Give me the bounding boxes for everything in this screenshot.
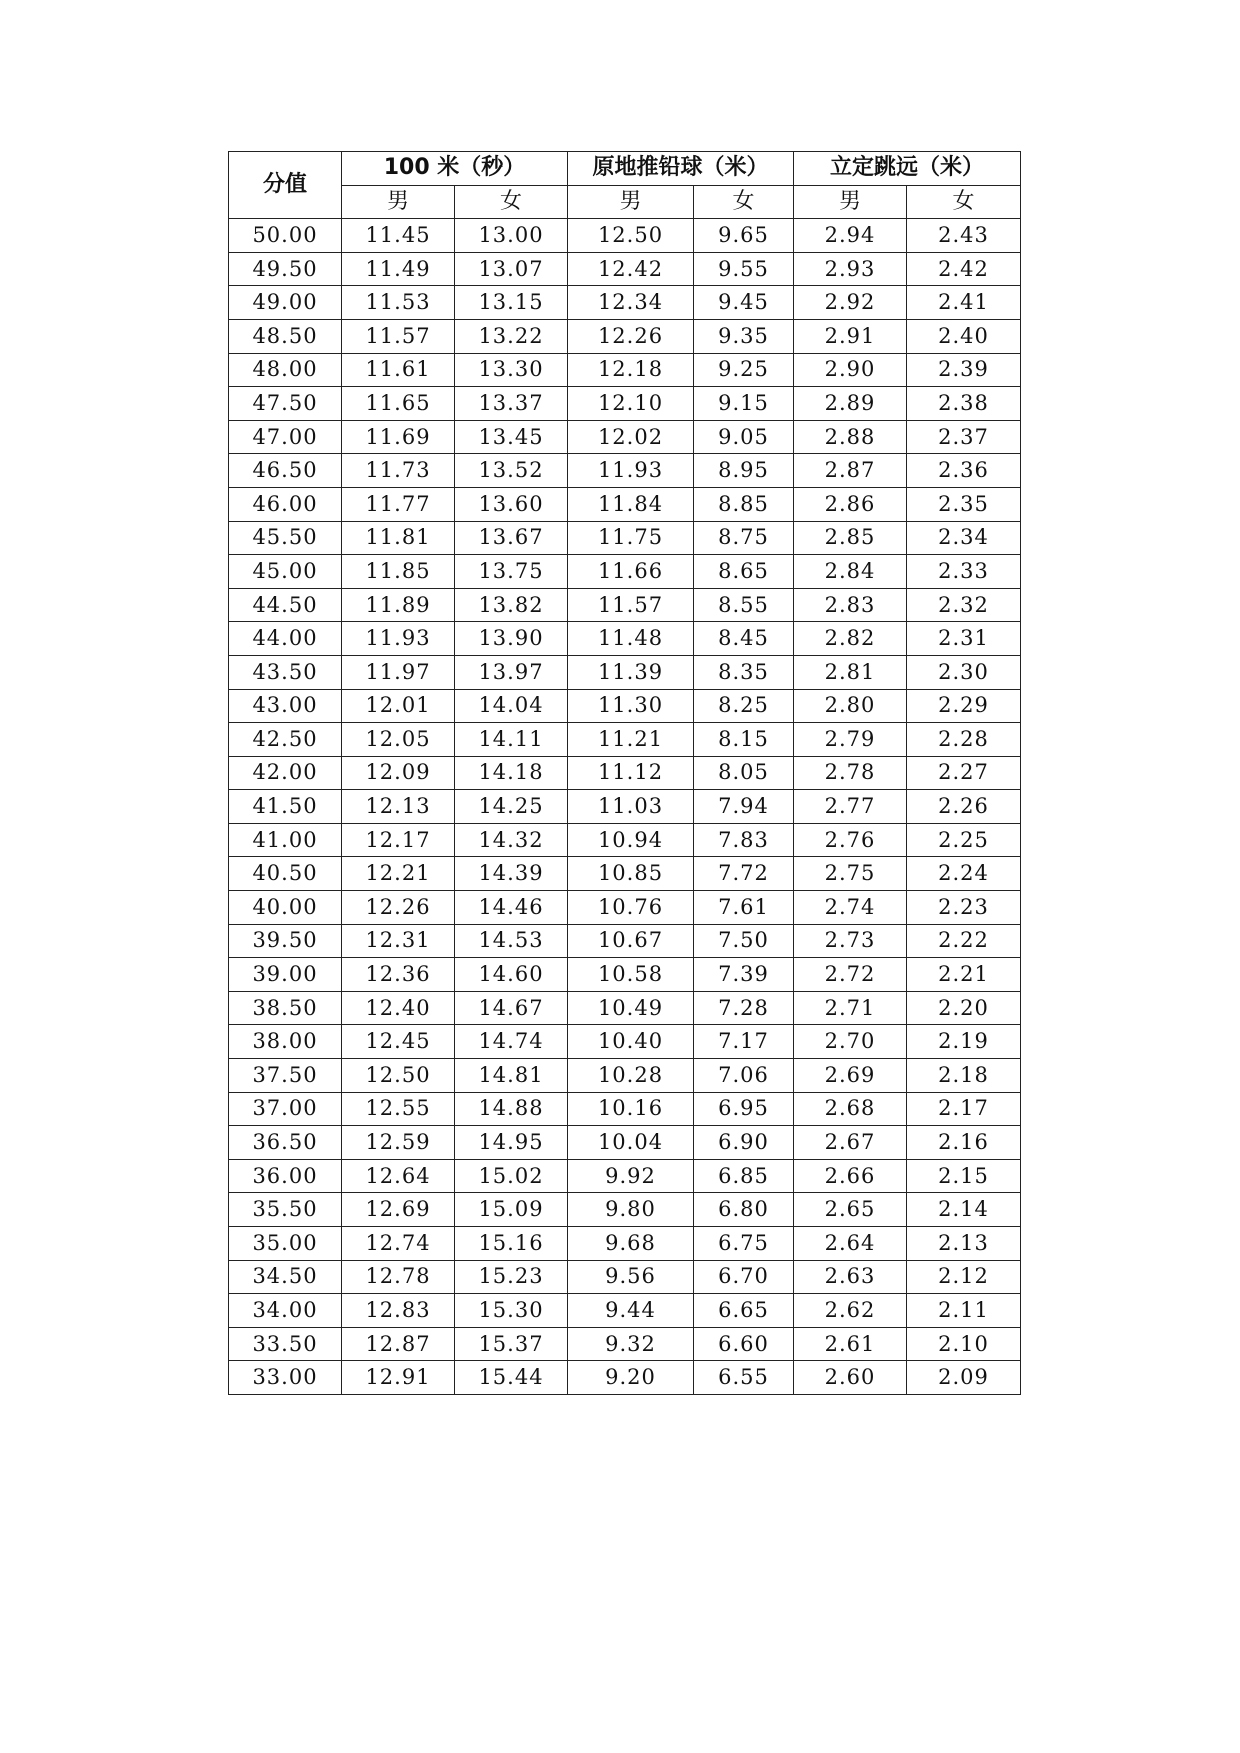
cell-100m-female: 15.02 (455, 1159, 568, 1193)
cell-long-jump-male: 2.87 (794, 454, 907, 488)
cell-score: 33.00 (229, 1361, 342, 1395)
cell-100m-female: 14.04 (455, 689, 568, 723)
cell-100m-male: 12.21 (342, 857, 455, 891)
cell-long-jump-female: 2.40 (907, 319, 1021, 353)
cell-long-jump-female: 2.41 (907, 286, 1021, 320)
cell-100m-male: 11.73 (342, 454, 455, 488)
cell-long-jump-male: 2.79 (794, 723, 907, 757)
cell-shot-put-male: 10.94 (568, 823, 694, 857)
table-row (229, 1361, 1021, 1395)
cell-100m-male: 12.13 (342, 790, 455, 824)
cell-shot-put-female: 8.75 (694, 521, 794, 555)
cell-long-jump-male: 2.63 (794, 1260, 907, 1294)
cell-100m-male: 12.55 (342, 1092, 455, 1126)
cell-long-jump-female: 2.20 (907, 991, 1021, 1025)
cell-long-jump-female: 2.43 (907, 219, 1021, 253)
cell-shot-put-female: 6.65 (694, 1294, 794, 1328)
table-row (229, 555, 1021, 589)
cell-100m-male: 11.53 (342, 286, 455, 320)
cell-shot-put-male: 11.84 (568, 487, 694, 521)
cell-100m-male: 12.74 (342, 1227, 455, 1261)
cell-100m-male: 11.77 (342, 487, 455, 521)
cell-100m-male: 12.50 (342, 1059, 455, 1093)
cell-long-jump-male: 2.66 (794, 1159, 907, 1193)
cell-shot-put-female: 8.65 (694, 555, 794, 589)
cell-long-jump-female: 2.14 (907, 1193, 1021, 1227)
cell-long-jump-male: 2.71 (794, 991, 907, 1025)
cell-long-jump-female: 2.36 (907, 454, 1021, 488)
cell-shot-put-male: 12.34 (568, 286, 694, 320)
cell-long-jump-male: 2.94 (794, 219, 907, 253)
cell-shot-put-female: 7.06 (694, 1059, 794, 1093)
cell-100m-female: 14.60 (455, 958, 568, 992)
cell-shot-put-male: 11.93 (568, 454, 694, 488)
cell-shot-put-female: 8.35 (694, 655, 794, 689)
group-header-100m: 100 米（秒） (342, 152, 568, 186)
cell-shot-put-female: 6.85 (694, 1159, 794, 1193)
cell-long-jump-female: 2.13 (907, 1227, 1021, 1261)
cell-100m-female: 15.16 (455, 1227, 568, 1261)
table-row (229, 1327, 1021, 1361)
table-body (229, 219, 1021, 1395)
cell-shot-put-male: 9.20 (568, 1361, 694, 1395)
table-row (229, 1092, 1021, 1126)
cell-score: 35.50 (229, 1193, 342, 1227)
cell-100m-male: 11.57 (342, 319, 455, 353)
cell-shot-put-male: 10.40 (568, 1025, 694, 1059)
cell-score: 50.00 (229, 219, 342, 253)
cell-long-jump-female: 2.24 (907, 857, 1021, 891)
cell-100m-female: 14.53 (455, 924, 568, 958)
cell-shot-put-female: 8.25 (694, 689, 794, 723)
cell-long-jump-male: 2.89 (794, 387, 907, 421)
table-header (229, 152, 1021, 219)
cell-shot-put-female: 9.25 (694, 353, 794, 387)
cell-100m-female: 13.37 (455, 387, 568, 421)
cell-100m-female: 14.39 (455, 857, 568, 891)
cell-shot-put-male: 11.66 (568, 555, 694, 589)
cell-100m-female: 13.60 (455, 487, 568, 521)
cell-long-jump-female: 2.18 (907, 1059, 1021, 1093)
cell-long-jump-male: 2.75 (794, 857, 907, 891)
cell-100m-male: 12.36 (342, 958, 455, 992)
cell-100m-female: 14.25 (455, 790, 568, 824)
cell-score: 34.00 (229, 1294, 342, 1328)
cell-long-jump-female: 2.38 (907, 387, 1021, 421)
table-row (229, 622, 1021, 656)
subheader-female: 女 (694, 185, 794, 219)
cell-shot-put-female: 6.95 (694, 1092, 794, 1126)
table-row (229, 1059, 1021, 1093)
cell-long-jump-female: 2.21 (907, 958, 1021, 992)
cell-100m-male: 12.17 (342, 823, 455, 857)
cell-score: 43.00 (229, 689, 342, 723)
cell-100m-female: 15.09 (455, 1193, 568, 1227)
cell-score: 48.50 (229, 319, 342, 353)
cell-100m-female: 14.95 (455, 1126, 568, 1160)
cell-long-jump-male: 2.67 (794, 1126, 907, 1160)
cell-100m-male: 12.01 (342, 689, 455, 723)
group-header-shot-put: 原地推铅球（米） (568, 152, 794, 186)
cell-long-jump-female: 2.10 (907, 1327, 1021, 1361)
cell-score: 49.50 (229, 252, 342, 286)
cell-long-jump-female: 2.22 (907, 924, 1021, 958)
cell-long-jump-male: 2.84 (794, 555, 907, 589)
cell-long-jump-male: 2.77 (794, 790, 907, 824)
table-row (229, 387, 1021, 421)
cell-shot-put-female: 9.45 (694, 286, 794, 320)
cell-long-jump-male: 2.82 (794, 622, 907, 656)
table-row (229, 1260, 1021, 1294)
cell-100m-male: 11.45 (342, 219, 455, 253)
table-row (229, 252, 1021, 286)
table-row (229, 1159, 1021, 1193)
cell-100m-male: 11.81 (342, 521, 455, 555)
cell-long-jump-female: 2.25 (907, 823, 1021, 857)
cell-shot-put-male: 12.18 (568, 353, 694, 387)
cell-score: 37.50 (229, 1059, 342, 1093)
cell-long-jump-male: 2.64 (794, 1227, 907, 1261)
cell-shot-put-male: 10.85 (568, 857, 694, 891)
cell-long-jump-male: 2.81 (794, 655, 907, 689)
table-row (229, 891, 1021, 925)
cell-shot-put-female: 6.80 (694, 1193, 794, 1227)
cell-100m-male: 12.64 (342, 1159, 455, 1193)
table-row (229, 655, 1021, 689)
cell-100m-female: 13.15 (455, 286, 568, 320)
cell-100m-female: 13.52 (455, 454, 568, 488)
subheader-male: 男 (568, 185, 694, 219)
cell-long-jump-female: 2.31 (907, 622, 1021, 656)
subheader-male: 男 (342, 185, 455, 219)
cell-score: 43.50 (229, 655, 342, 689)
cell-score: 44.50 (229, 588, 342, 622)
cell-shot-put-female: 9.65 (694, 219, 794, 253)
table-row (229, 790, 1021, 824)
cell-100m-female: 14.74 (455, 1025, 568, 1059)
cell-shot-put-female: 6.60 (694, 1327, 794, 1361)
cell-shot-put-male: 12.02 (568, 420, 694, 454)
cell-shot-put-female: 7.17 (694, 1025, 794, 1059)
cell-100m-female: 13.67 (455, 521, 568, 555)
cell-shot-put-male: 11.57 (568, 588, 694, 622)
cell-100m-female: 14.18 (455, 756, 568, 790)
cell-long-jump-female: 2.09 (907, 1361, 1021, 1395)
table-row (229, 588, 1021, 622)
table-row (229, 723, 1021, 757)
cell-100m-male: 12.31 (342, 924, 455, 958)
cell-long-jump-female: 2.23 (907, 891, 1021, 925)
cell-long-jump-female: 2.15 (907, 1159, 1021, 1193)
cell-100m-female: 14.32 (455, 823, 568, 857)
cell-shot-put-female: 7.39 (694, 958, 794, 992)
cell-shot-put-female: 9.35 (694, 319, 794, 353)
cell-long-jump-female: 2.33 (907, 555, 1021, 589)
cell-100m-female: 14.88 (455, 1092, 568, 1126)
cell-shot-put-male: 12.26 (568, 319, 694, 353)
cell-100m-male: 12.45 (342, 1025, 455, 1059)
cell-100m-male: 12.91 (342, 1361, 455, 1395)
cell-shot-put-male: 11.39 (568, 655, 694, 689)
table-row (229, 1227, 1021, 1261)
cell-shot-put-female: 8.05 (694, 756, 794, 790)
cell-score: 33.50 (229, 1327, 342, 1361)
cell-100m-male: 12.09 (342, 756, 455, 790)
cell-long-jump-male: 2.69 (794, 1059, 907, 1093)
cell-long-jump-male: 2.91 (794, 319, 907, 353)
cell-score: 38.00 (229, 1025, 342, 1059)
score-table (228, 151, 1021, 1395)
cell-score: 42.50 (229, 723, 342, 757)
cell-shot-put-female: 9.15 (694, 387, 794, 421)
cell-long-jump-male: 2.78 (794, 756, 907, 790)
cell-score: 34.50 (229, 1260, 342, 1294)
cell-shot-put-male: 10.58 (568, 958, 694, 992)
cell-shot-put-female: 6.70 (694, 1260, 794, 1294)
cell-long-jump-male: 2.83 (794, 588, 907, 622)
cell-long-jump-female: 2.11 (907, 1294, 1021, 1328)
cell-long-jump-female: 2.19 (907, 1025, 1021, 1059)
cell-score: 48.00 (229, 353, 342, 387)
cell-shot-put-male: 10.76 (568, 891, 694, 925)
cell-shot-put-female: 8.95 (694, 454, 794, 488)
table-row (229, 487, 1021, 521)
cell-100m-female: 15.30 (455, 1294, 568, 1328)
cell-score: 44.00 (229, 622, 342, 656)
cell-100m-female: 13.97 (455, 655, 568, 689)
cell-shot-put-male: 11.75 (568, 521, 694, 555)
cell-shot-put-female: 7.28 (694, 991, 794, 1025)
cell-long-jump-male: 2.85 (794, 521, 907, 555)
table-row (229, 823, 1021, 857)
cell-shot-put-male: 9.32 (568, 1327, 694, 1361)
cell-shot-put-male: 10.16 (568, 1092, 694, 1126)
cell-long-jump-female: 2.32 (907, 588, 1021, 622)
table-row (229, 521, 1021, 555)
table-row (229, 1294, 1021, 1328)
cell-100m-female: 14.11 (455, 723, 568, 757)
cell-100m-female: 15.23 (455, 1260, 568, 1294)
cell-shot-put-female: 8.55 (694, 588, 794, 622)
cell-100m-male: 12.69 (342, 1193, 455, 1227)
cell-long-jump-female: 2.35 (907, 487, 1021, 521)
cell-long-jump-male: 2.65 (794, 1193, 907, 1227)
cell-shot-put-female: 8.85 (694, 487, 794, 521)
cell-score: 45.00 (229, 555, 342, 589)
cell-100m-male: 11.69 (342, 420, 455, 454)
cell-long-jump-female: 2.12 (907, 1260, 1021, 1294)
cell-shot-put-female: 7.94 (694, 790, 794, 824)
cell-long-jump-female: 2.17 (907, 1092, 1021, 1126)
cell-100m-female: 13.00 (455, 219, 568, 253)
cell-100m-male: 12.40 (342, 991, 455, 1025)
cell-100m-male: 12.59 (342, 1126, 455, 1160)
cell-shot-put-male: 9.44 (568, 1294, 694, 1328)
table-row (229, 454, 1021, 488)
cell-100m-male: 12.05 (342, 723, 455, 757)
cell-score: 41.00 (229, 823, 342, 857)
table-row (229, 857, 1021, 891)
cell-shot-put-male: 9.80 (568, 1193, 694, 1227)
cell-shot-put-female: 8.45 (694, 622, 794, 656)
table-row (229, 219, 1021, 253)
cell-100m-male: 12.83 (342, 1294, 455, 1328)
subheader-female: 女 (455, 185, 568, 219)
cell-long-jump-male: 2.76 (794, 823, 907, 857)
cell-100m-male: 12.26 (342, 891, 455, 925)
table-row (229, 420, 1021, 454)
cell-shot-put-male: 11.30 (568, 689, 694, 723)
cell-100m-male: 12.87 (342, 1327, 455, 1361)
cell-long-jump-male: 2.61 (794, 1327, 907, 1361)
header-row (229, 152, 1021, 186)
cell-shot-put-male: 11.21 (568, 723, 694, 757)
cell-shot-put-female: 7.83 (694, 823, 794, 857)
cell-100m-female: 15.44 (455, 1361, 568, 1395)
cell-long-jump-male: 2.93 (794, 252, 907, 286)
table-row (229, 1025, 1021, 1059)
cell-score: 40.00 (229, 891, 342, 925)
cell-100m-male: 11.97 (342, 655, 455, 689)
table-row (229, 353, 1021, 387)
cell-shot-put-female: 6.55 (694, 1361, 794, 1395)
cell-score: 36.00 (229, 1159, 342, 1193)
cell-shot-put-male: 10.04 (568, 1126, 694, 1160)
cell-100m-male: 11.61 (342, 353, 455, 387)
table-row (229, 924, 1021, 958)
table-row (229, 958, 1021, 992)
cell-shot-put-female: 7.61 (694, 891, 794, 925)
subheader-female: 女 (907, 185, 1021, 219)
cell-long-jump-female: 2.37 (907, 420, 1021, 454)
cell-long-jump-female: 2.34 (907, 521, 1021, 555)
cell-100m-female: 15.37 (455, 1327, 568, 1361)
table-row (229, 756, 1021, 790)
score-header: 分值 (229, 152, 342, 219)
cell-100m-male: 11.85 (342, 555, 455, 589)
cell-long-jump-male: 2.88 (794, 420, 907, 454)
subheader-male: 男 (794, 185, 907, 219)
cell-100m-female: 13.75 (455, 555, 568, 589)
cell-long-jump-male: 2.90 (794, 353, 907, 387)
cell-shot-put-male: 12.50 (568, 219, 694, 253)
cell-score: 42.00 (229, 756, 342, 790)
cell-100m-female: 13.22 (455, 319, 568, 353)
table-row (229, 1126, 1021, 1160)
cell-100m-female: 14.81 (455, 1059, 568, 1093)
cell-score: 35.00 (229, 1227, 342, 1261)
table-row (229, 991, 1021, 1025)
cell-shot-put-female: 7.72 (694, 857, 794, 891)
cell-shot-put-male: 10.67 (568, 924, 694, 958)
cell-score: 41.50 (229, 790, 342, 824)
cell-100m-male: 12.78 (342, 1260, 455, 1294)
cell-score: 37.00 (229, 1092, 342, 1126)
cell-100m-female: 14.46 (455, 891, 568, 925)
cell-score: 38.50 (229, 991, 342, 1025)
cell-long-jump-female: 2.28 (907, 723, 1021, 757)
cell-score: 46.50 (229, 454, 342, 488)
cell-100m-female: 14.67 (455, 991, 568, 1025)
cell-long-jump-female: 2.27 (907, 756, 1021, 790)
cell-100m-female: 13.30 (455, 353, 568, 387)
cell-long-jump-female: 2.39 (907, 353, 1021, 387)
cell-score: 47.50 (229, 387, 342, 421)
cell-shot-put-male: 10.28 (568, 1059, 694, 1093)
cell-score: 40.50 (229, 857, 342, 891)
table-row (229, 689, 1021, 723)
cell-long-jump-male: 2.73 (794, 924, 907, 958)
cell-shot-put-female: 7.50 (694, 924, 794, 958)
cell-100m-female: 13.45 (455, 420, 568, 454)
cell-score: 49.00 (229, 286, 342, 320)
cell-long-jump-female: 2.42 (907, 252, 1021, 286)
cell-long-jump-male: 2.60 (794, 1361, 907, 1395)
cell-score: 39.00 (229, 958, 342, 992)
cell-long-jump-male: 2.92 (794, 286, 907, 320)
cell-score: 45.50 (229, 521, 342, 555)
cell-shot-put-male: 9.92 (568, 1159, 694, 1193)
cell-score: 39.50 (229, 924, 342, 958)
cell-100m-male: 11.65 (342, 387, 455, 421)
cell-100m-male: 11.93 (342, 622, 455, 656)
subheader-row (229, 185, 1021, 219)
cell-shot-put-male: 12.10 (568, 387, 694, 421)
cell-score: 36.50 (229, 1126, 342, 1160)
cell-shot-put-female: 6.75 (694, 1227, 794, 1261)
cell-100m-male: 11.89 (342, 588, 455, 622)
cell-100m-male: 11.49 (342, 252, 455, 286)
cell-100m-female: 13.07 (455, 252, 568, 286)
cell-long-jump-female: 2.30 (907, 655, 1021, 689)
cell-long-jump-male: 2.70 (794, 1025, 907, 1059)
cell-long-jump-female: 2.26 (907, 790, 1021, 824)
cell-shot-put-male: 11.03 (568, 790, 694, 824)
cell-shot-put-male: 11.12 (568, 756, 694, 790)
cell-shot-put-female: 6.90 (694, 1126, 794, 1160)
table-row (229, 319, 1021, 353)
cell-shot-put-female: 8.15 (694, 723, 794, 757)
cell-long-jump-male: 2.80 (794, 689, 907, 723)
cell-score: 47.00 (229, 420, 342, 454)
cell-long-jump-female: 2.29 (907, 689, 1021, 723)
cell-long-jump-male: 2.68 (794, 1092, 907, 1126)
cell-shot-put-male: 10.49 (568, 991, 694, 1025)
cell-long-jump-male: 2.62 (794, 1294, 907, 1328)
group-header-long-jump: 立定跳远（米） (794, 152, 1021, 186)
cell-score: 46.00 (229, 487, 342, 521)
cell-shot-put-male: 11.48 (568, 622, 694, 656)
cell-shot-put-male: 9.56 (568, 1260, 694, 1294)
table-row (229, 286, 1021, 320)
table-row (229, 1193, 1021, 1227)
cell-shot-put-male: 12.42 (568, 252, 694, 286)
cell-long-jump-male: 2.86 (794, 487, 907, 521)
cell-shot-put-female: 9.05 (694, 420, 794, 454)
cell-long-jump-male: 2.74 (794, 891, 907, 925)
cell-long-jump-female: 2.16 (907, 1126, 1021, 1160)
cell-shot-put-female: 9.55 (694, 252, 794, 286)
cell-100m-female: 13.90 (455, 622, 568, 656)
cell-shot-put-male: 9.68 (568, 1227, 694, 1261)
cell-100m-female: 13.82 (455, 588, 568, 622)
cell-long-jump-male: 2.72 (794, 958, 907, 992)
